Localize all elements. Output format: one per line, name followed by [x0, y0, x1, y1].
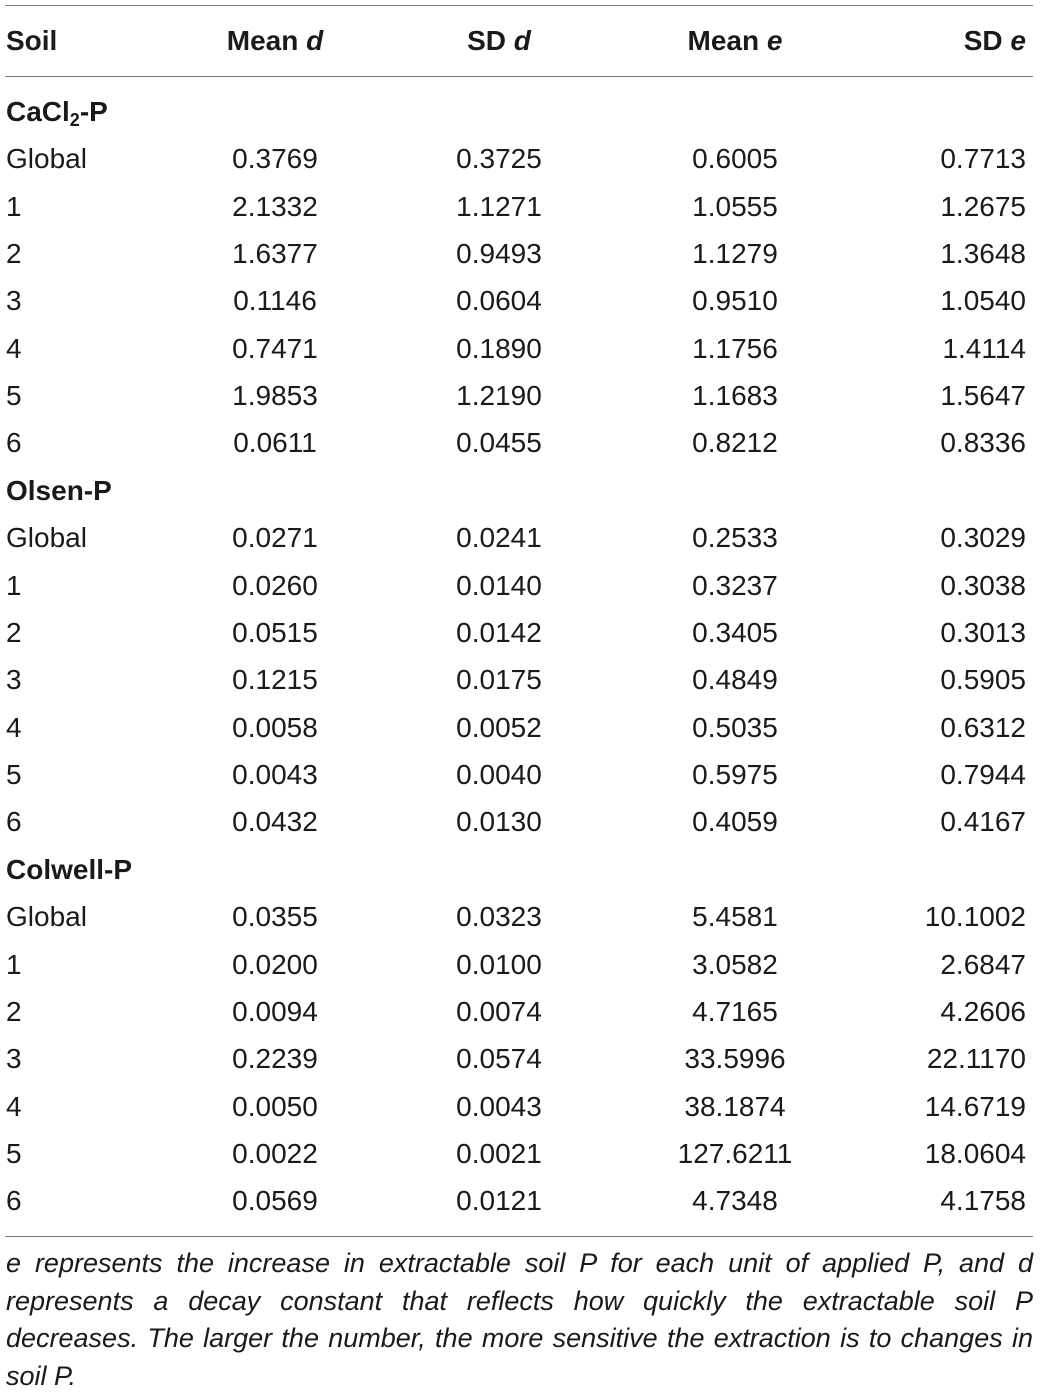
cell-soil: Global — [6, 143, 87, 175]
cell-soil: 5 — [6, 1137, 22, 1169]
cell-sd-e: 10.1002 — [924, 901, 1026, 933]
table-row — [0, 613, 1040, 653]
cell-mean-e: 1.1683 — [692, 379, 778, 411]
table-row — [0, 1039, 1040, 1079]
cell-sd-d: 1.1271 — [456, 190, 542, 222]
cell-soil: 1 — [6, 569, 22, 601]
table-row — [0, 139, 1040, 179]
cell-mean-d: 0.0515 — [232, 616, 318, 648]
cell-sd-d: 0.0241 — [456, 522, 542, 554]
cell-sd-e: 22.1170 — [926, 1043, 1026, 1075]
cell-sd-e: 0.3013 — [940, 616, 1026, 648]
cell-mean-e: 3.0582 — [692, 948, 778, 980]
table-row — [0, 897, 1040, 937]
header-mean-d: Mean d — [226, 25, 324, 56]
table-row — [0, 660, 1040, 700]
cell-sd-e: 0.3029 — [940, 522, 1026, 554]
cell-sd-d: 0.0052 — [456, 711, 542, 743]
cell-sd-e: 0.7944 — [940, 758, 1026, 790]
cell-sd-d: 0.0574 — [456, 1043, 542, 1075]
cell-sd-e: 2.6847 — [940, 948, 1026, 980]
cell-sd-d: 0.0100 — [456, 948, 542, 980]
header-sd-d: SD d — [467, 25, 531, 56]
cell-mean-d: 0.2239 — [232, 1043, 318, 1075]
cell-sd-d: 0.0074 — [456, 995, 542, 1027]
table-row — [0, 1134, 1040, 1174]
header-row — [0, 21, 1040, 61]
table-row — [0, 281, 1040, 321]
cell-mean-e: 0.4059 — [692, 806, 778, 838]
section-heading: CaCl$_2$-P — [6, 96, 108, 130]
table-row — [0, 566, 1040, 606]
cell-sd-e: 1.0540 — [940, 285, 1026, 317]
table-row — [0, 755, 1040, 795]
cell-sd-e: 1.5647 — [940, 379, 1026, 411]
section-heading: Colwell-P — [6, 854, 133, 885]
cell-mean-d: 0.0094 — [232, 995, 318, 1027]
cell-mean-e: 0.3405 — [692, 616, 778, 648]
cell-mean-d: 0.0355 — [232, 901, 318, 933]
cell-sd-d: 0.0175 — [456, 664, 542, 696]
cell-mean-e: 0.6005 — [692, 143, 778, 175]
table-row — [0, 1181, 1040, 1221]
table-row — [0, 376, 1040, 416]
cell-mean-d: 0.0271 — [232, 522, 318, 554]
table-row — [0, 992, 1040, 1032]
cell-mean-d: 0.0200 — [232, 948, 318, 980]
cell-sd-e: 0.4167 — [940, 806, 1026, 838]
cell-soil: 6 — [6, 806, 22, 838]
table-row — [0, 945, 1040, 985]
table-row — [0, 234, 1040, 274]
cell-mean-e: 0.4849 — [692, 664, 778, 696]
cell-sd-d: 0.0455 — [456, 427, 542, 459]
cell-mean-e: 4.7348 — [692, 1185, 778, 1217]
table-row — [0, 423, 1040, 463]
cell-soil: 4 — [6, 1090, 22, 1122]
table-row — [0, 1087, 1040, 1127]
cell-mean-e: 0.2533 — [692, 522, 778, 554]
cell-mean-d: 0.0022 — [232, 1137, 318, 1169]
cell-mean-d: 2.1332 — [232, 190, 318, 222]
cell-soil: 6 — [6, 1185, 22, 1217]
cell-mean-e: 1.0555 — [692, 190, 778, 222]
cell-sd-d: 0.0121 — [456, 1185, 542, 1217]
header-mean-e: Mean e — [687, 25, 783, 56]
table-row — [0, 187, 1040, 227]
cell-mean-e: 33.5996 — [684, 1043, 786, 1075]
header-sd-e: SD e — [963, 25, 1026, 56]
cell-sd-e: 4.1758 — [940, 1185, 1026, 1217]
cell-mean-d: 0.0050 — [232, 1090, 318, 1122]
cell-mean-e: 127.6211 — [677, 1137, 793, 1169]
table-row — [0, 329, 1040, 369]
cell-mean-d: 0.0611 — [233, 427, 317, 459]
cell-mean-d: 0.0043 — [232, 758, 318, 790]
cell-mean-e: 0.8212 — [692, 427, 778, 459]
cell-mean-d: 0.0260 — [232, 569, 318, 601]
cell-soil: 3 — [6, 1043, 22, 1075]
cell-soil: 1 — [6, 190, 22, 222]
table-row — [0, 518, 1040, 558]
cell-mean-e: 0.5035 — [692, 711, 778, 743]
cell-mean-d: 0.1146 — [233, 285, 317, 317]
cell-mean-e: 4.7165 — [692, 995, 778, 1027]
cell-sd-d: 0.0043 — [456, 1090, 542, 1122]
cell-soil: 5 — [6, 758, 22, 790]
cell-mean-d: 0.7471 — [232, 332, 318, 364]
cell-mean-d: 0.0569 — [232, 1185, 318, 1217]
cell-sd-d: 0.0142 — [456, 616, 542, 648]
cell-mean-d: 0.1215 — [232, 664, 318, 696]
cell-mean-d: 0.0058 — [232, 711, 318, 743]
cell-sd-d: 0.0130 — [456, 806, 542, 838]
cell-soil: Global — [6, 522, 87, 554]
cell-mean-e: 5.4581 — [692, 901, 778, 933]
cell-sd-e: 0.7713 — [940, 143, 1026, 175]
cell-mean-e: 0.3237 — [692, 569, 778, 601]
cell-sd-e: 14.6719 — [924, 1090, 1026, 1122]
cell-mean-e: 38.1874 — [684, 1090, 786, 1122]
top-rule — [5, 5, 1033, 6]
cell-mean-e: 1.1756 — [692, 332, 778, 364]
cell-soil: 5 — [6, 379, 22, 411]
cell-sd-e: 0.5905 — [940, 664, 1026, 696]
cell-sd-e: 0.6312 — [940, 711, 1026, 743]
cell-sd-e: 1.3648 — [940, 237, 1026, 269]
table-row — [0, 708, 1040, 748]
bottom-rule — [5, 1236, 1033, 1237]
table-row — [0, 802, 1040, 842]
cell-sd-d: 0.0323 — [456, 901, 542, 933]
cell-sd-e: 18.0604 — [924, 1137, 1026, 1169]
cell-mean-e: 0.9510 — [692, 285, 778, 317]
cell-sd-d: 0.0040 — [456, 758, 542, 790]
cell-sd-e: 4.2606 — [940, 995, 1026, 1027]
cell-mean-d: 1.6377 — [232, 237, 318, 269]
header-soil: Soil — [6, 25, 58, 56]
cell-soil: 2 — [6, 995, 22, 1027]
cell-soil: 3 — [6, 664, 22, 696]
cell-soil: 2 — [6, 616, 22, 648]
cell-sd-d: 0.0604 — [456, 285, 542, 317]
cell-soil: 2 — [6, 237, 22, 269]
cell-sd-d: 1.2190 — [456, 379, 542, 411]
cell-sd-e: 1.2675 — [940, 190, 1026, 222]
cell-soil: 4 — [6, 332, 22, 364]
cell-mean-e: 0.5975 — [692, 758, 778, 790]
cell-sd-d: 0.0140 — [456, 569, 542, 601]
cell-soil: 4 — [6, 711, 22, 743]
cell-sd-d: 0.1890 — [456, 332, 542, 364]
header-rule — [5, 76, 1033, 77]
cell-mean-d: 0.3769 — [232, 143, 318, 175]
cell-soil: 6 — [6, 427, 22, 459]
table-footnote: e represents the increase in extractable soil P for each unit of applied P, and d represents a decay constant that reflects how quickly the extractable soil P decreases. The larger the number, the more sensitive the extraction is to changes in soil P. — [6, 1248, 1033, 1391]
section-heading: Olsen-P — [6, 475, 112, 506]
cell-sd-d: 0.0021 — [456, 1137, 542, 1169]
cell-sd-e: 0.3038 — [940, 569, 1026, 601]
cell-mean-d: 0.0432 — [232, 806, 318, 838]
cell-sd-d: 0.3725 — [456, 143, 542, 175]
cell-soil: Global — [6, 901, 87, 933]
cell-mean-d: 1.9853 — [232, 379, 318, 411]
cell-sd-d: 0.9493 — [456, 237, 542, 269]
cell-sd-e: 1.4114 — [942, 332, 1026, 364]
cell-mean-e: 1.1279 — [692, 237, 778, 269]
cell-soil: 1 — [6, 948, 22, 980]
cell-sd-e: 0.8336 — [940, 427, 1026, 459]
cell-soil: 3 — [6, 285, 22, 317]
